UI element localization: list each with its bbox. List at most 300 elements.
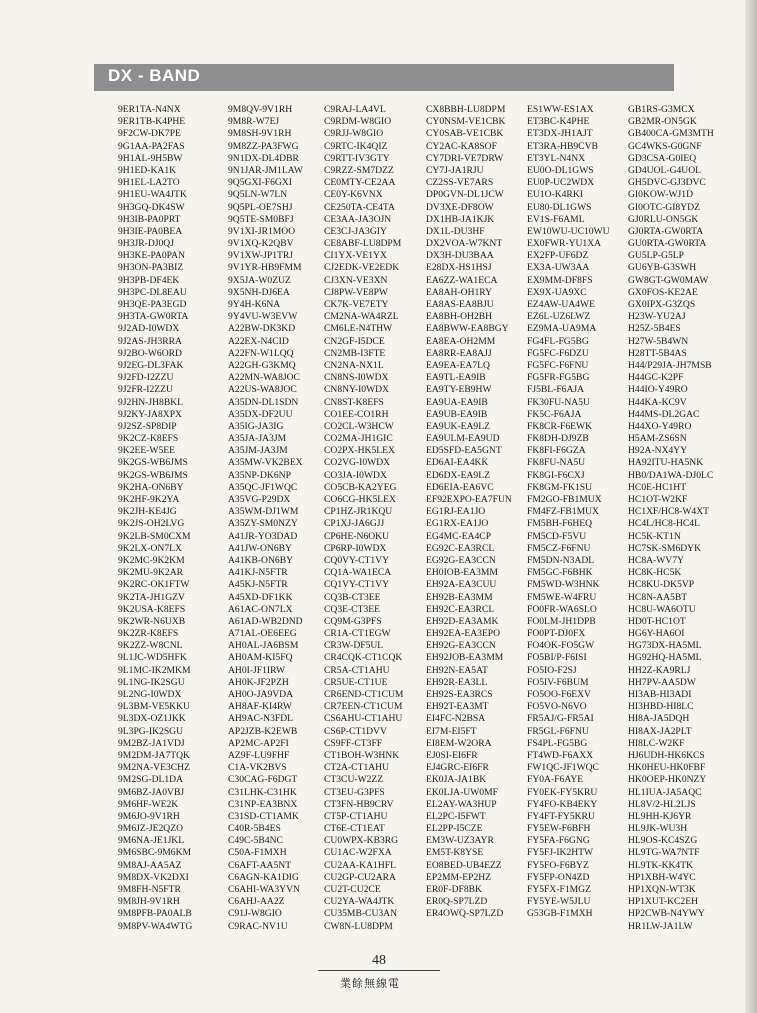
callsign-entry: A35VG-P29DX: [228, 494, 291, 505]
callsign-entry: CN8ST-K8EFS: [324, 396, 384, 408]
callsign-entry: 9J2SZ-SP8DIP: [118, 420, 177, 432]
callsign-entry: 9Q5GXI-F6GXI: [228, 177, 292, 189]
page-binding-edge: [745, 0, 757, 1013]
callsign-entry: FY5FJ-IK2HTW: [527, 847, 594, 859]
callsign-entry: FK8DH-DJ9ZB: [527, 433, 589, 445]
callsign-entry: A41KB-ON6BY: [228, 554, 294, 566]
callsign-entry: 9M6JO-9V1RH: [118, 810, 180, 822]
callsign-entry: 9H3JR-DJ0QJ: [118, 238, 174, 250]
callsign-entry: CR4CQK-CT1CQK: [324, 652, 403, 664]
callsign-entry: 9M8R-W7EJ: [228, 116, 280, 128]
callsign-entry: 9M8PFB-PA0ALB: [118, 908, 192, 920]
callsign-entry: ET3YL-N4NX: [527, 152, 586, 164]
callsign-entry: CY7DRI-VE7DRW: [426, 152, 504, 164]
section-header-bar: [94, 64, 674, 91]
callsign-entry: 9K2CZ-K8EFS: [118, 433, 179, 445]
callsign-entry: FK8FU-NA5U: [527, 457, 586, 469]
callsign-entry: 9K2JH-KE4JG: [118, 506, 177, 518]
callsign-entry: H44GC-K2PF: [628, 372, 684, 384]
callsign-entry: EA9UK-EA9LZ: [426, 420, 490, 432]
callsign-entry: H44IO-Y49RO: [628, 384, 688, 396]
callsign-column: [426, 104, 512, 920]
callsign-entry: EL2PC-I5FWT: [426, 810, 486, 822]
callsign-entry: EA9UB-EA9IB: [426, 408, 488, 420]
callsign-entry: EO8BED-UB4EZZ: [426, 859, 502, 871]
callsign-column: [527, 104, 610, 920]
callsign-entry: C9RTC-IK4QIZ: [324, 140, 388, 152]
callsign-entry: C9RAJ-LA4VL: [324, 104, 386, 115]
callsign-entry: GU5LP-G5LP: [628, 250, 684, 262]
callsign-entry: FO5IV-F6BUM: [527, 676, 589, 688]
callsign-entry: EG1RJ-EA1JO: [426, 506, 486, 518]
callsign-entry: DX3H-DU3BAA: [426, 250, 494, 262]
callsign-entry: FM2GO-FB1MUX: [527, 494, 602, 505]
callsign-entry: EL2PP-I5CZE: [426, 823, 483, 835]
callsign-entry: EI7M-EI5FT: [426, 725, 477, 737]
callsign-entry: 9H3IB-PA0PRT: [118, 213, 181, 225]
callsign-entry: EH92JOB-EA3MM: [426, 652, 504, 664]
callsign-entry: 9H3PB-DF4EK: [118, 274, 180, 286]
callsign-entry: HC4L/HC8-HC4L: [628, 518, 700, 530]
callsign-entry: CI1YX-VE1YX: [324, 250, 387, 262]
callsign-entry: FY5FO-F6BYZ: [527, 859, 589, 871]
callsign-entry: CY0SAB-VE1CBK: [426, 128, 504, 140]
callsign-entry: 9J2AD-I0WDX: [118, 323, 180, 335]
callsign-entry: AH0I-JF1IRW: [228, 664, 286, 676]
callsign-entry: GD3CSA-G0IEQ: [628, 152, 697, 164]
callsign-entry: 9H3TA-GW0RTA: [118, 311, 189, 323]
callsign-entry: FO0LM-JH1DPB: [527, 615, 596, 627]
callsign-column: [118, 104, 193, 932]
callsign-entry: GJ0RTA-GW0RTA: [628, 225, 704, 237]
callsign-column: [324, 104, 404, 932]
callsign-entry: AH9AC-N3FDL: [228, 713, 294, 725]
callsign-entry: CK7K-VE7ETY: [324, 299, 389, 310]
callsign-entry: CS6AHU-CT1AHU: [324, 713, 403, 725]
callsign-entry: CY0NSM-VE1CBK: [426, 116, 506, 128]
callsign-entry: CT5P-CT1AHU: [324, 810, 388, 822]
callsign-entry: 9H3IE-PA0BEA: [118, 225, 183, 237]
callsign-entry: CN2NA-NX1L: [324, 359, 384, 371]
callsign-entry: CU2YA-WA4JTK: [324, 896, 395, 908]
callsign-entry: C9RAC-NV1U: [228, 920, 288, 932]
callsign-entry: CM2NA-WA4RZL: [324, 311, 399, 323]
callsign-entry: EA8EA-OH2MM: [426, 335, 496, 347]
callsign-entry: H5AM-ZS6SN: [628, 433, 687, 445]
callsign-entry: EU80-DL1GWS: [527, 201, 592, 213]
callsign-entry: C6AHJ-AA2Z: [228, 896, 285, 908]
callsign-entry: EU0O-DL1GWS: [527, 164, 594, 176]
callsign-entry: FS4PL-FG5BG: [527, 737, 588, 749]
callsign-entry: 9K2MU-9K2AR: [118, 567, 184, 579]
callsign-entry: EA9TY-EB9HW: [426, 384, 492, 396]
callsign-entry: 9M6SBC-9M6KM: [118, 847, 192, 859]
callsign-entry: 9K2ZR-K8EFS: [118, 628, 179, 640]
callsign-entry: CT3FN-HB9CRV: [324, 798, 394, 810]
callsign-entry: FY5FP-ON4ZD: [527, 871, 590, 883]
section-title: DX - BAND: [108, 66, 201, 85]
magazine-name: 業餘無線電: [340, 977, 400, 990]
callsign-entry: GX0IPX-G3ZQS: [628, 299, 696, 310]
callsign-entry: CP6RP-I0WDX: [324, 542, 387, 554]
callsign-entry: CJ3XN-VE3XN: [324, 274, 388, 286]
callsign-entry: EG4MC-EA4CP: [426, 530, 492, 542]
callsign-entry: 9L1JC-WD5HFK: [118, 652, 187, 664]
callsign-entry: FY0A-F6AYE: [527, 774, 584, 786]
callsign-entry: A35DN-DL1SDN: [228, 396, 299, 408]
callsign-entry: CM6LE-N4THW: [324, 323, 393, 335]
callsign-entry: HH2Z-KA9RLJ: [628, 664, 691, 676]
callsign-entry: CQ3E-CT3EE: [324, 603, 380, 615]
callsign-entry: 9Q5TE-SM0BFJ: [228, 213, 294, 225]
callsign-entry: H44MS-DL2GAC: [628, 408, 700, 420]
callsign-entry: EH92N-EA5AT: [426, 664, 488, 676]
callsign-entry: EK0JA-JA1BK: [426, 774, 487, 786]
callsign-entry: EH92B-EA3MM: [426, 591, 493, 603]
callsign-entry: HI8A-JA5DQH: [628, 713, 690, 725]
callsign-entry: A35DX-DF2UU: [228, 408, 293, 420]
callsign-entry: 9J2AS-JH3RRA: [118, 335, 182, 347]
callsign-entry: GB1RS-G3MCX: [628, 104, 695, 115]
callsign-entry: HL9TG-WA7NTF: [628, 847, 700, 859]
callsign-entry: A41JR-YO3DAD: [228, 530, 298, 542]
callsign-entry: HC8K-HC5K: [628, 567, 682, 579]
callsign-entry: A35ZY-SM0NZY: [228, 518, 298, 530]
callsign-entry: CT1BOH-W3HNK: [324, 749, 400, 761]
callsign-entry: CR6END-CT1CUM: [324, 689, 404, 700]
callsign-entry: AH0K-JF2PZH: [228, 676, 289, 688]
callsign-entry: 9M8QV-9V1RH: [228, 104, 293, 115]
callsign-entry: 9X5NH-DJ6EA: [228, 286, 290, 298]
callsign-entry: EH92S-EA3RCS: [426, 689, 493, 700]
callsign-entry: FM5CD-F5VU: [527, 530, 587, 542]
callsign-entry: HD0T-HC1OT: [628, 615, 686, 627]
callsign-entry: FM5DN-N3ADL: [527, 554, 595, 566]
callsign-entry: HL9OS-KC4SZG: [628, 835, 698, 847]
callsign-entry: GH5DVC-GJ3DVC: [628, 177, 706, 189]
callsign-entry: EA9EA-EA7LQ: [426, 359, 490, 371]
callsign-entry: HC7SK-SM6DYK: [628, 542, 702, 554]
callsign-entry: CY2AC-KA8SOF: [426, 140, 497, 152]
callsign-entry: A35JM-JA3JM: [228, 445, 288, 457]
callsign-entry: DP0GVN-DL1JCW: [426, 189, 504, 201]
callsign-entry: CS6P-CT1DVV: [324, 725, 387, 737]
callsign-entry: EA8RR-EA8AJJ: [426, 347, 492, 359]
callsign-entry: CQ1VY-CT1VY: [324, 579, 390, 591]
callsign-entry: GB400CA-GM3MTH: [628, 128, 714, 140]
callsign-entry: EG1RX-EA1JO: [426, 518, 489, 530]
callsign-entry: C6AFT-AA5NT: [228, 859, 292, 871]
callsign-entry: EM3W-UZ3AYR: [426, 835, 494, 847]
callsign-entry: FO0PT-DJ0FX: [527, 628, 586, 640]
callsign-entry: 9J2EG-DL3FAK: [118, 359, 184, 371]
callsign-entry: FW1QC-JF1WQC: [527, 762, 599, 774]
callsign-entry: 9Y4H-K6NA: [228, 299, 281, 310]
callsign-column: [228, 104, 303, 932]
callsign-entry: FO4OK-FO5GW: [527, 640, 595, 652]
callsign-entry: 9H1AL-9H5BW: [118, 152, 183, 164]
callsign-entry: EA9TL-EA9IB: [426, 372, 486, 384]
callsign-entry: HG92HQ-HA5ML: [628, 652, 702, 664]
callsign-entry: CY7J-JA1RJU: [426, 164, 484, 176]
callsign-entry: FM5CZ-F6FNU: [527, 542, 591, 554]
callsign-entry: A61AD-WB2DND: [228, 615, 303, 627]
callsign-entry: 9L3BM-VE5KKU: [118, 701, 190, 713]
callsign-entry: 9M8SH-9V1RH: [228, 128, 292, 140]
callsign-entry: C30CAG-F6DGT: [228, 774, 298, 786]
callsign-entry: EA8AH-OH1RY: [426, 286, 493, 298]
callsign-entry: DV3XE-DF8OW: [426, 201, 494, 213]
callsign-entry: 9H3ON-PA3BIZ: [118, 262, 184, 274]
callsign-entry: 9M2DM-JA7TQK: [118, 749, 190, 761]
callsign-entry: AH0O-JA9VDA: [228, 689, 294, 700]
callsign-entry: CS9FF-CT3FF: [324, 737, 383, 749]
callsign-entry: ER4OWQ-SP7LZD: [426, 908, 504, 920]
callsign-entry: 9M6NA-JE1JKL: [118, 835, 185, 847]
callsign-entry: 9L1MC-IK2MKM: [118, 664, 191, 676]
callsign-entry: HC8KU-DK5VP: [628, 579, 695, 591]
callsign-entry: EM5T-K8YSE: [426, 847, 484, 859]
callsign-entry: C1A-VK2BVS: [228, 762, 287, 774]
callsign-entry: 9F2CW-DK7PE: [118, 128, 181, 140]
callsign-entry: HL9JK-WU3H: [628, 823, 688, 835]
callsign-entry: CO2MA-JH1GIC: [324, 433, 393, 445]
callsign-entry: CT6E-CT1EAT: [324, 823, 385, 835]
callsign-entry: 9ER1TB-K4PHE: [118, 116, 186, 128]
callsign-entry: 9H1EU-WA4JTK: [118, 189, 187, 201]
callsign-entry: 9X5JA-W0ZUZ: [228, 274, 291, 286]
callsign-entry: A35QC-JF1WQC: [228, 481, 298, 493]
callsign-entry: FO5IO-F2SJ: [527, 664, 577, 676]
callsign-entry: A22BW-DK3KD: [228, 323, 296, 335]
callsign-entry: EH92EA-EA3EPO: [426, 628, 501, 640]
callsign-entry: EJ0SI-EI6FR: [426, 749, 478, 761]
callsign-entry: CR7EEN-CT1CUM: [324, 701, 403, 713]
callsign-entry: G53GB-F1MXH: [527, 908, 593, 920]
callsign-entry: EA6ZZ-WA1ECA: [426, 274, 498, 286]
callsign-entry: HC1XF/HC8-W4XT: [628, 506, 710, 518]
callsign-entry: ED6DX-EA9LZ: [426, 469, 490, 481]
callsign-entry: C49C-5B4NC: [228, 835, 283, 847]
callsign-entry: HC8N-AA5BT: [628, 591, 688, 603]
callsign-entry: CO2CL-W3HCW: [324, 420, 394, 432]
callsign-entry: CE0MTY-CE2AA: [324, 177, 396, 189]
callsign-entry: HG6Y-HA6OI: [628, 628, 685, 640]
callsign-entry: FY0EK-FY5KRU: [527, 786, 598, 798]
callsign-entry: FG4FL-FG5BG: [527, 335, 589, 347]
callsign-entry: 9J2FD-I2ZZU: [118, 372, 174, 384]
callsign-entry: 9ER1TA-N4NX: [118, 104, 181, 115]
callsign-entry: FO5VO-N6VO: [527, 701, 587, 713]
callsign-entry: E28DX-HS1HSJ: [426, 262, 492, 274]
callsign-entry: EL2AY-WA3HUP: [426, 798, 497, 810]
callsign-entry: 9K2GS-WB6JMS: [118, 457, 188, 469]
callsign-entry: EI8EM-W2ORA: [426, 737, 492, 749]
callsign-entry: 9M8FH-N5FTR: [118, 884, 181, 895]
callsign-entry: CX8BBH-LU8DPM: [426, 104, 506, 115]
callsign-entry: CT3EU-G3PFS: [324, 786, 385, 798]
callsign-entry: CU2GP-CU2ARA: [324, 871, 396, 883]
callsign-entry: ED6AI-EA4KK: [426, 457, 489, 469]
callsign-entry: 9M8DX-VK2DXI: [118, 871, 189, 883]
callsign-entry: HJ6UDH-HK6KCS: [628, 749, 705, 761]
callsign-entry: 9K2EE-W5EE: [118, 445, 176, 457]
callsign-entry: 9K2WR-N6UXB: [118, 615, 186, 627]
callsign-entry: EZ6L-UZ6LWZ: [527, 311, 591, 323]
callsign-entry: C31SD-CT1AMK: [228, 810, 299, 822]
callsign-entry: EX9X-UA9XC: [527, 286, 587, 298]
callsign-entry: C31LHK-C31HK: [228, 786, 297, 798]
callsign-entry: 9K2HA-ON6BY: [118, 481, 184, 493]
callsign-entry: 9K2GS-WB6JMS: [118, 469, 188, 481]
callsign-entry: GW8GT-GW0MAW: [628, 274, 709, 286]
callsign-entry: EH92D-EA3AMK: [426, 615, 499, 627]
callsign-entry: HP1XQN-WT3K: [628, 884, 696, 895]
callsign-entry: EH0IOB-EA3MM: [426, 567, 498, 579]
callsign-entry: A41KJ-N5FTR: [228, 567, 288, 579]
callsign-entry: 9K2MC-9K2KM: [118, 554, 185, 566]
callsign-entry: HC0E-HC1HT: [628, 481, 687, 493]
callsign-entry: EH92C-EA3RCL: [426, 603, 495, 615]
callsign-entry: EK0LJA-UW0MF: [426, 786, 498, 798]
callsign-entry: CU2AA-KA1HFL: [324, 859, 396, 871]
callsign-entry: HL9HH-KJ6YR: [628, 810, 692, 822]
callsign-entry: CZ2SS-VE7ARS: [426, 177, 494, 189]
callsign-entry: EJ4GRC-EI6FR: [426, 762, 489, 774]
callsign-entry: C6AGN-KA1DIG: [228, 871, 299, 883]
callsign-entry: 9Q5PL-OE7SHJ: [228, 201, 293, 213]
callsign-entry: HP1XBH-W4YC: [628, 871, 696, 883]
callsign-entry: 9M2SG-DL1DA: [118, 774, 184, 786]
callsign-entry: 9N1JAR-JM1LAW: [228, 164, 303, 176]
callsign-entry: GU6YB-G3SWH: [628, 262, 697, 274]
callsign-entry: CU0WPX-KB3RG: [324, 835, 399, 847]
callsign-entry: C6AHI-WA3YVN: [228, 884, 300, 895]
callsign-entry: ES1WW-ES1AX: [527, 104, 594, 115]
callsign-entry: FK8FI-F6GZA: [527, 445, 586, 457]
callsign-entry: HL1IUA-JA5AQC: [628, 786, 702, 798]
callsign-entry: FG5FC-F6DZU: [527, 347, 589, 359]
callsign-entry: C9RDM-W8GIO: [324, 116, 392, 128]
callsign-entry: CJ2EDK-VE2EDK: [324, 262, 400, 274]
callsign-entry: 9V1YR-HB9FMM: [228, 262, 302, 274]
callsign-entry: C9RZZ-SM7DZZ: [324, 164, 394, 176]
callsign-entry: 9K2TA-JH1GZV: [118, 591, 185, 603]
callsign-entry: AH8AF-KI4RW: [228, 701, 292, 713]
callsign-entry: CR5A-CT1AHU: [324, 664, 390, 676]
callsign-entry: GC4WKS-G0GNF: [628, 140, 702, 152]
callsign-entry: HB0/DA1WA-DJ0LC: [628, 469, 714, 481]
callsign-entry: A22MN-WA8JOC: [228, 372, 300, 384]
callsign-entry: EG92G-EA3CCN: [426, 554, 496, 566]
callsign-entry: A35JA-JA3JM: [228, 433, 287, 445]
callsign-entry: GU0RTA-GW0RTA: [628, 238, 707, 250]
callsign-entry: 9L3PG-IK2SGU: [118, 725, 184, 737]
callsign-entry: ER0F-DF8BK: [426, 884, 482, 895]
callsign-entry: H44XO-Y49RO: [628, 420, 692, 432]
callsign-entry: CW8N-LU8DPM: [324, 920, 393, 932]
callsign-entry: CU1AC-W2FXA: [324, 847, 392, 859]
callsign-entry: FM4FZ-FB1MUX: [527, 506, 599, 518]
callsign-entry: HI8AX-JA2PLT: [628, 725, 692, 737]
callsign-entry: FK8GI-F6CXJ: [527, 469, 585, 481]
callsign-entry: 9K2ZZ-W8CNL: [118, 640, 183, 652]
callsign-entry: 9J2BO-W6ORD: [118, 347, 182, 359]
callsign-entry: EX3A-UW3AA: [527, 262, 590, 274]
callsign-entry: DX1HB-JA1KJK: [426, 213, 495, 225]
callsign-entry: 9N1DX-DL4DBR: [228, 152, 299, 164]
callsign-entry: 9G1AA-PA2FAS: [118, 140, 185, 152]
callsign-entry: CQ0VY-CT1VY: [324, 554, 390, 566]
callsign-entry: EH92G-EA3CCN: [426, 640, 496, 652]
callsign-entry: C9RJJ-W8GIO: [324, 128, 384, 140]
callsign-entry: HI3HBD-HI8LC: [628, 701, 694, 713]
callsign-entry: EA9ULM-EA9UD: [426, 433, 500, 445]
callsign-entry: GJ0RLU-ON5GK: [628, 213, 699, 225]
callsign-entry: CE3AA-JA3OJN: [324, 213, 392, 225]
callsign-entry: EV1S-F6AML: [527, 213, 585, 225]
callsign-entry: CE250TA-CE4TA: [324, 201, 395, 213]
callsign-entry: CO3JA-I0WDX: [324, 469, 387, 481]
callsign-entry: HI3AB-HI3ADI: [628, 689, 692, 700]
callsign-entry: EP2MM-EP2HZ: [426, 871, 492, 883]
callsign-entry: H28TT-5B4AS: [628, 347, 687, 359]
callsign-entry: FY5YE-W5JLU: [527, 896, 591, 908]
callsign-entry: HG73DX-HA5ML: [628, 640, 702, 652]
callsign-entry: A45XD-DF1KK: [228, 591, 293, 603]
callsign-entry: 9J2HN-JH8BKL: [118, 396, 184, 408]
callsign-entry: A22FN-W1LQQ: [228, 347, 294, 359]
callsign-entry: C31NP-EA3BNX: [228, 798, 298, 810]
callsign-entry: EH92A-EA3CUU: [426, 579, 497, 591]
callsign-entry: EA8BH-OH2BH: [426, 311, 493, 323]
callsign-entry: A22EX-N4CID: [228, 335, 289, 347]
callsign-entry: HP1XUT-KC2EH: [628, 896, 699, 908]
callsign-entry: 9H3PC-DL8EAU: [118, 286, 187, 298]
callsign-column: [628, 104, 714, 932]
callsign-entry: 9Y4VU-W3EVW: [228, 311, 298, 323]
callsign-entry: EA8BWW-EA8BGY: [426, 323, 509, 335]
callsign-entry: CT2A-CT1AHU: [324, 762, 390, 774]
callsign-entry: FM5BH-F6HEQ: [527, 518, 593, 530]
callsign-entry: A35MW-VK2BEX: [228, 457, 303, 469]
callsign-entry: 9K2USA-K8EFS: [118, 603, 186, 615]
callsign-entry: CP1HZ-JR1KQU: [324, 506, 393, 518]
callsign-entry: 9Q5LN-W7LN: [228, 189, 288, 201]
callsign-entry: CJ8PW-VE8PW: [324, 286, 388, 298]
callsign-entry: H23W-YU2AJ: [628, 311, 686, 323]
callsign-entry: A22US-WA8JOC: [228, 384, 297, 396]
callsign-entry: CO6CG-HK5LEX: [324, 494, 396, 505]
callsign-entry: A35IG-JA3IG: [228, 420, 284, 432]
callsign-entry: EX9MM-DF8FS: [527, 274, 593, 286]
callsign-entry: FY5FX-F1MGZ: [527, 884, 591, 895]
callsign-entry: H25Z-5B4ES: [628, 323, 681, 335]
callsign-entry: FO0FR-WA6SLO: [527, 603, 597, 615]
callsign-entry: AP2JZB-K2EWB: [228, 725, 298, 737]
callsign-entry: HR1LW-JA1LW: [628, 920, 693, 932]
callsign-entry: EU0P-UC2WDX: [527, 177, 595, 189]
callsign-entry: 9M2NA-VE3CHZ: [118, 762, 190, 774]
callsign-entry: H44KA-KC9V: [628, 396, 687, 408]
callsign-entry: 9M2BZ-JA1VDJ: [118, 737, 185, 749]
callsign-entry: 9M8AJ-AA5AZ: [118, 859, 182, 871]
callsign-entry: EF92EXPO-EA7FUN: [426, 494, 512, 505]
callsign-entry: CU2T-CU2CE: [324, 884, 381, 895]
callsign-entry: FT4WD-F6AXX: [527, 749, 594, 761]
callsign-entry: CO2VG-I0WDX: [324, 457, 391, 469]
callsign-entry: HC8A-WV7Y: [628, 554, 684, 566]
